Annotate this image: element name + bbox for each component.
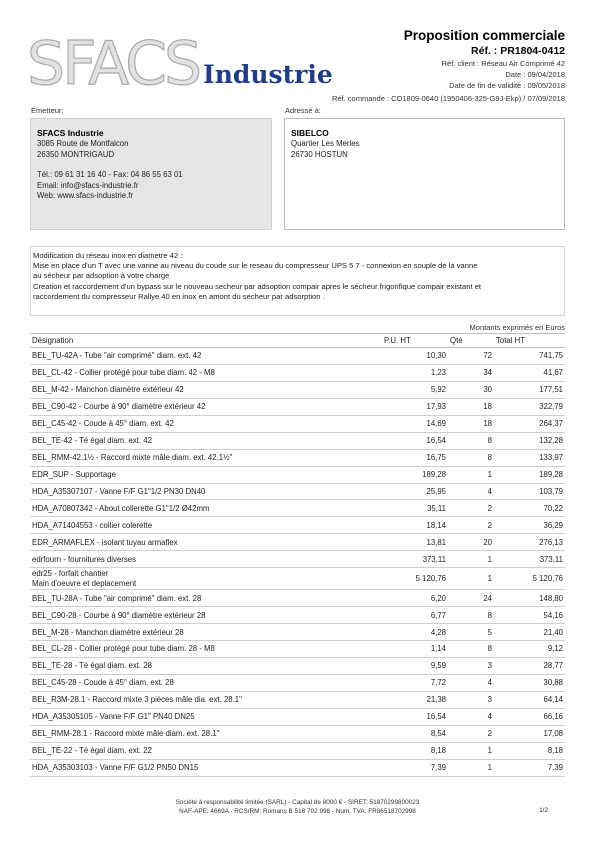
designation-text: BEL_TU-28A - Tube "air comprimé" diam. ext. 28 [32,593,202,603]
footer-line-2: NAF-APE: 4669A - RCS/RM: Romans B 518 702 998 - Num. TVA: FR86518702998 [179,808,416,815]
cell-designation [30,674,382,691]
table-row [30,607,565,624]
table-row [30,590,565,607]
emitter-phone: Tél.: 09 61 31 16 40 - Fax: 04 86 55 63 01 [37,170,183,179]
description-line: Mise en place d'un T avec une vanne au niveau du coude sur le reseau du compresseur UPS 5 7 - connexion en souple de la vanne [33,261,478,271]
cell-designation [30,759,382,776]
cell-total: 64,14 [494,691,565,708]
cell-designation [30,641,382,658]
designation-text: HDA_A35305105 - Vanne F/F G1" PN40 DN25 [32,712,195,722]
cell-designation [30,432,382,449]
cell-unit-price: 6,77 [382,607,448,624]
cell-designation [30,517,382,534]
cell-total: 276,13 [494,534,565,551]
emitter-web: Web: www.sfacs-industrie.fr [37,191,134,200]
designation-text: BEL_C45-28 - Coude à 45° diam. ext. 28 [32,678,174,688]
table-row [30,624,565,641]
cell-total: 741,75 [494,348,565,365]
cell-total: 21,40 [494,624,565,641]
cell-total: 9,12 [494,641,565,658]
cell-unit-price: 189,28 [382,466,448,483]
cell-unit-price: 35,11 [382,500,448,517]
cell-designation [30,708,382,725]
designation-text: BEL_C45-42 - Coude à 45° diam. ext. 42 [32,419,174,429]
header-quantity: Qté [448,334,494,348]
designation-text: HDA_A70807342 - About collerette G1"1/2 Ø42mm [32,503,210,513]
cell-unit-price: 13,81 [382,534,448,551]
cell-designation [30,534,382,551]
cell-unit-price: 16,75 [382,449,448,466]
cell-unit-price: 373,11 [382,551,448,568]
table-row [30,725,565,742]
table-header-row [30,334,565,348]
table-row [30,534,565,551]
cell-total: 8,18 [494,742,565,759]
description-line: au sécheur par adsoption à votre charge [33,271,170,281]
page-number: 1/2 [539,807,548,814]
table-row [30,483,565,500]
cell-total: 373,11 [494,551,565,568]
cell-quantity: 72 [448,348,494,365]
cell-quantity: 30 [448,381,494,398]
table-row [30,432,565,449]
designation-text: HDA_A35307107 - Vanne F/F G1"1/2 PN30 DN40 [32,486,206,496]
cell-designation [30,590,382,607]
emitter-name: SFACS Industrie [37,128,104,138]
validity-date: Date de fin de validité : 09/05/2018 [449,81,565,90]
description-line: Creation et raccordement d'un bypass sur le nouveau secheur par adsoption compair apres le sécheur frigorifique compair existant et [33,281,482,291]
client-ref: Réf. client : Réseau Air Comprimé 42 [441,59,565,68]
addressee-box [284,118,565,230]
cell-unit-price: 14,69 [382,415,448,432]
cell-quantity: 2 [448,500,494,517]
cell-unit-price: 4,28 [382,624,448,641]
emitter-box [30,118,272,230]
table-row [30,691,565,708]
table-row [30,742,565,759]
logo-suffix: Industrie [203,60,333,89]
designation-text: BEL_CL-28 - Collier protégé pour tube diam. 28 - M8 [32,644,215,654]
cell-designation [30,568,382,590]
cell-total: 177,51 [494,381,565,398]
cell-unit-price: 9,59 [382,657,448,674]
designation-text: BEL_TE-42 - Té égal diam. ext. 42 [32,436,152,446]
table-row [30,551,565,568]
cell-designation [30,398,382,415]
designation-text: HDA_A35303103 - Vanne F/F G1/2 PN50 DN15 [32,763,199,773]
designation-text: HDA_A71404553 - collier colerette [32,520,153,530]
designation-text: edr25 - forfait chantier [32,568,109,578]
emitter-email: Email: info@sfacs-industrie.fr [37,180,139,190]
cell-unit-price: 16,54 [382,708,448,725]
designation-text: BEL_M-28 - Manchon diamètre extérieur 28 [32,627,184,637]
cell-quantity: 3 [448,691,494,708]
description-line: Modification du réseau inox en diametre 42 : [33,251,183,260]
description-line: raccordement du compresseur Rallye 40 en inox en amont du secheur par adsorption . [33,291,325,301]
cell-total: 54,16 [494,607,565,624]
table-row [30,708,565,725]
cell-quantity: 2 [448,725,494,742]
designation-text: BEL_R3M-28.1 - Raccord mixte 3 pièces mâle dia. ext. 28.1" [32,695,242,705]
cell-quantity: 18 [448,415,494,432]
designation-text: BEL_TE-28 - Té égal diam. ext. 28 [32,661,152,671]
cell-designation [30,381,382,398]
cell-unit-price: 7,72 [382,674,448,691]
document-date: Date : 09/04/2018 [505,70,565,79]
cell-unit-price: 8,54 [382,725,448,742]
emitter-city: 26350 MONTRIGAUD [37,149,115,159]
table-row [30,657,565,674]
currency-note: Montants exprimés en Euros [469,323,565,332]
cell-designation [30,364,382,381]
addressee-street: Quartier Les Merles [291,139,360,148]
cell-unit-price: 25,95 [382,483,448,500]
table-row [30,568,565,590]
cell-unit-price: 16,54 [382,432,448,449]
cell-total: 322,79 [494,398,565,415]
cell-total: 264,37 [494,415,565,432]
cell-unit-price: 1,23 [382,364,448,381]
cell-total: 132,28 [494,432,565,449]
cell-quantity: 1 [448,742,494,759]
designation-text: BEL_CL-42 - Collier protégé pour tube diam. 42 - M8 [32,368,215,378]
cell-total: 5 120,76 [494,568,565,590]
cell-total: 7,39 [494,759,565,776]
description-box [30,246,565,316]
cell-quantity: 1 [448,551,494,568]
designation-text: edrfourn - fournitures diverses [32,554,137,564]
logo-brand: SFACS [27,29,200,99]
legal-footer [0,798,595,816]
cell-quantity: 34 [448,364,494,381]
cell-unit-price: 5,92 [382,381,448,398]
cell-unit-price: 8,18 [382,742,448,759]
cell-quantity: 2 [448,517,494,534]
cell-designation [30,483,382,500]
table-row [30,381,565,398]
cell-quantity: 4 [448,674,494,691]
header-total: Total HT [494,334,565,348]
designation-text: BEL_TU-42A - Tube "air comprimé" diam. ext. 42 [32,351,202,361]
cell-total: 70,22 [494,500,565,517]
cell-quantity: 18 [448,398,494,415]
cell-quantity: 1 [448,759,494,776]
company-logo [27,29,333,99]
table-row [30,398,565,415]
cell-quantity: 8 [448,449,494,466]
table-row [30,641,565,658]
table-row [30,466,565,483]
designation-text: BEL_RMM-28.1 - Raccord mixte mâle diam. ext. 28.1" [32,729,220,739]
cell-total: 189,28 [494,466,565,483]
header-unit-price: P.U. HT [382,334,448,348]
cell-quantity: 8 [448,432,494,449]
cell-unit-price: 21,38 [382,691,448,708]
cell-quantity: 24 [448,590,494,607]
table-row [30,517,565,534]
emitter-street: 3085 Route de Montfalcon [37,139,129,148]
table-row [30,415,565,432]
cell-unit-price: 17,93 [382,398,448,415]
cell-total: 30,88 [494,674,565,691]
document-ref: Réf. : PR1804-0412 [471,45,565,57]
document-header [404,28,565,91]
cell-total: 148,80 [494,590,565,607]
cell-unit-price: 5 120,76 [382,568,448,590]
items-table [30,333,565,777]
cell-designation [30,691,382,708]
table-row [30,500,565,517]
table-row [30,674,565,691]
cell-designation [30,551,382,568]
header-designation: Désignation [30,334,382,348]
cell-quantity: 3 [448,657,494,674]
cell-designation [30,500,382,517]
cell-unit-price: 6,20 [382,590,448,607]
cell-designation [30,348,382,365]
table-row [30,759,565,776]
cell-quantity: 20 [448,534,494,551]
cell-quantity: 1 [448,466,494,483]
cell-unit-price: 18,14 [382,517,448,534]
cell-designation [30,624,382,641]
cell-quantity: 8 [448,607,494,624]
cell-designation [30,415,382,432]
cell-total: 103,79 [494,483,565,500]
emitter-label: Émetteur: [31,106,64,115]
cell-designation [30,449,382,466]
designation-text: BEL_RMM-42.1½ - Raccord mixte mâle diam. ext. 42.1½" [32,453,233,463]
footer-line-1: Société à responsabilité limitée (SARL) - Capital de 8000 € - SIRET: 51870299800023 [175,799,420,806]
cell-quantity: 4 [448,708,494,725]
cell-unit-price: 1,14 [382,641,448,658]
document-title: Proposition commerciale [403,28,565,43]
addressee-label: Adressé à: [285,106,321,115]
cell-designation [30,607,382,624]
designation-text: BEL_C90-28 - Courbe à 90° diamètre extérieur 28 [32,610,206,620]
cell-total: 66,16 [494,708,565,725]
cell-total: 28,77 [494,657,565,674]
cell-total: 17,08 [494,725,565,742]
cell-quantity: 1 [448,568,494,590]
designation-text: EDR_SUP - Supportage [32,470,116,480]
cell-designation [30,657,382,674]
addressee-name: SIBELCO [291,128,329,138]
cell-quantity: 5 [448,624,494,641]
cell-total: 41,67 [494,364,565,381]
designation-detail: Main d'oeuvre et deplacement [32,578,137,588]
table-row [30,449,565,466]
cell-unit-price: 10,30 [382,348,448,365]
table-row [30,364,565,381]
cell-quantity: 4 [448,483,494,500]
designation-text: EDR_ARMAFLEX - isolant tuyau armaflex [32,537,178,547]
cell-unit-price: 7,39 [382,759,448,776]
designation-text: BEL_TE-22 - Té égal diam. ext. 22 [32,746,152,756]
cell-designation [30,466,382,483]
cell-designation [30,742,382,759]
cell-total: 133,97 [494,449,565,466]
cell-total: 36,29 [494,517,565,534]
designation-text: BEL_C90-42 - Courbe à 90° diamètre extérieur 42 [32,402,206,412]
order-ref: Réf. commande : CO1809-0640 (1950406-325-G9J-Ekp) / 07/09/2018 [331,94,565,103]
addressee-city: 26730 HOSTUN [291,149,348,159]
cell-designation [30,725,382,742]
table-row [30,348,565,365]
designation-text: BEL_M-42 - Manchon diamètre extérieur 42 [32,385,184,395]
cell-quantity: 8 [448,641,494,658]
